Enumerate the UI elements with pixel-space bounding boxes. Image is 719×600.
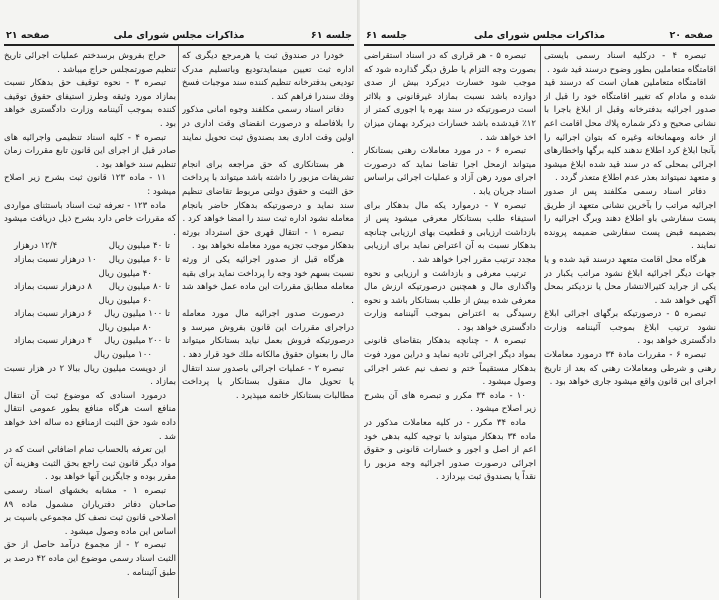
paragraph: تبصره ۱ - مشابه بخشهای اسناد رسمی صاحبان دفاتر دفتریاران مشمول ماده ۸۹ اصلاحی قانون ثبت نصف کل مجموعی باسپت بر اساس این ماده وصول میشود .	[4, 486, 176, 537]
column-divider	[178, 46, 179, 598]
paragraph: تبصره ۸ - چنانچه بدهکار بتقاضای قانونی بمواد دیگر اجرائی تادیه نماید و دراین مورد فوت بدهکار مستقیماً ختم و نصف نیم عشر اجرائی وصول میشود .	[364, 336, 536, 388]
fee-table-row	[4, 335, 176, 349]
page-header	[4, 30, 354, 46]
fee-range: تا ۱۰۰ میلیون ریال	[104, 309, 170, 320]
fee-rate: ۱۰ درهزار نسبت بمازاد	[14, 254, 97, 265]
paragraph: از دویست میلیون ریال ببالا ۲ در هزار نسبت بمازاد .	[4, 363, 176, 388]
fee-range: ۶۰ میلیون ریال	[98, 295, 152, 306]
fee-range: تا ۴۰ میلیون ریال	[108, 241, 170, 252]
column-divider	[540, 46, 541, 598]
paragraph: ۱۱ - ماده ۱۲۳ قانون ثبت بشرح زیر اصلاح میشود :	[4, 173, 176, 197]
fee-table-row	[4, 281, 176, 295]
paragraph: دفاتر اسناد رسمی مکلفند پس از صدور اجرائیه مراتب را بآخرین نشانی متعهد از طریق پست سفارشی باو اطلاع دهند وبرگ اجرائیه را بضمیمه قبض پست سفارشی ضمیمه پرونده نمایند .	[544, 186, 716, 252]
fee-range: ۸۰ میلیون ریال	[98, 322, 152, 333]
paragraph: ماده ۱۲۳ - تعرفه ثبت اسناد باستثنای مواردی که مقررات خاص دارد بشرح ذیل دریافت میشود .	[4, 200, 176, 238]
paragraph: تبصره ۴ - درکلیه اسناد رسمی بایستی اقامتگاه متعاملین بطور وضوح درسند قید شود .	[544, 51, 716, 75]
fee-table-row	[4, 268, 176, 282]
paragraph: ماده ۳۴ مکرر - در کلیه معاملات مذکور در ماده ۳۴ بدهکار میتواند با توجیه کلیه بدهی خود اعم از اصل و اجور و خسارات قانونی و حقوق اجرائی درصورت صدور اجرائیه وجه مزبور را نقداً یا بصندوق ثبت بپردازد .	[364, 418, 536, 483]
session-number: جلسه ۶۱	[310, 30, 352, 41]
paragraph: تبصره ۲ - از مجموع درآمد حاصل از حق الثبت اسناد رسمی موضوع این ماده ۴۲ درصد بر طبق آئیننامه .	[4, 540, 176, 578]
paragraph: ۱۰ - ماده ۳۴ مکرر و تبصره های آن بشرح زیر اصلاح میشود .	[364, 390, 536, 415]
fee-table-row	[4, 254, 176, 268]
right-page	[360, 0, 719, 600]
publication-title: مذاکرات مجلس شورای ملی	[474, 30, 605, 41]
fee-range: ۴۰ میلیون ریال	[98, 268, 152, 279]
text-column	[364, 50, 536, 598]
left-page	[0, 0, 358, 600]
paragraph: حراج بفروش برسدختم عملیات اجرائی تاریخ تنظیم صورتمجلس حراج میباشد .	[4, 51, 176, 75]
fee-table-row	[4, 322, 176, 336]
fee-table	[4, 240, 176, 362]
paragraph: ترتیب معرفی و بازداشت و ارزیابی و نحوه واگذاری مال و همچنین درصورتیکه ارزش مال معرفی شده بیش از طلب بستانکار باشد و نحوه رسیدگی به اعتراض بموجب آئیننامه وزارت دادگستری خواهد بود .	[364, 268, 536, 333]
page-number: صفحه ۲۰	[669, 30, 713, 41]
fee-range: تا ۶۰ میلیون ریال	[108, 254, 170, 265]
fee-range: ۱۰۰ میلیون ریال	[93, 350, 152, 361]
paragraph: هرگاه محل اقامت متعهد درسند قید شده و یا جهات دیگر اجرائیه ابلاغ نشود مراتب یکبار در یکی از جراید کثیرالانتشار محل یا نزدیکتر بمحل آگهی خواهد شد .	[544, 254, 716, 306]
fee-table-row	[4, 240, 176, 254]
paragraph: تبصره ۶ - مقررات مادة ۳۴ درمورد معاملات رهنی و شرطی ومعاملات رهنی که بعد از تاریخ اجرای این قانون واقع میشود جاری خواهد بود .	[544, 350, 716, 388]
paragraph: هرگاه قبل از صدور اجرائیه یکی از ورثه نسبت بسهم خود وجه را پرداخت نماید برای بقیه معامله مطابق مقررات این ماده عمل خواهد شد .	[182, 254, 354, 306]
paragraph: تبصره ۳ - نحوه توقیف حق بدهکار نسبت بمازاد مورد وثیقه وطرز استیفای حقوق توقیف کننده بموجب آئیننامه وزارت دادگستری خواهد بود .	[4, 78, 176, 129]
paragraph: تبصره ۴ - کلیه اسناد تنظیمی واجرائیه های صادر قبل از اجرای این قانون تابع مقررات زمان تنظیم سند خواهد بود .	[4, 132, 176, 170]
paragraph: تبصره ۲ - عملیات اجرائی باصدور سند انتقال یا تحویل مال منقول بستانکار یا پرداخت مطالبات بستانکار خاتمه میپذیرد .	[182, 363, 354, 401]
paragraph: خودرا در صندوق ثبت یا هرمرجع دیگری که اداره ثبت تعیین مینمایدتودیع وباتسلیم مدرک تودیعی بدفترخانه تنظیم کننده سند موجبات فسخ وفك سندرا فراهم کند .	[182, 51, 354, 102]
fee-range: تا ۸۰ میلیون ریال	[108, 282, 170, 293]
paragraph: درمورد اسنادی که موضوع ثبت آن انتقال منافع است هرگاه منافع بطور عمومی انتقال داده شود حق الثبت ازمنافع ده ساله اخذ خواهد شد .	[4, 390, 176, 442]
paragraph: تبصره ۱ - انتقال قهری حق استرداد بورثه بدهکار موجب تجزیه مورد معامله نخواهد بود .	[182, 227, 354, 252]
fee-table-row	[4, 295, 176, 309]
text-column	[544, 50, 716, 598]
paragraph: درصورت صدور اجرائیه مال مورد معامله دراجرای مقررات این قانون بفروش میرسد و درصورتیکه فروش بعمل نیاید بستانکار میتواند مال را بعنوان حقوق مالکانه ملك خود قرار دهد .	[182, 309, 354, 361]
fee-range: تا ۲۰۰ میلیون ریال	[104, 336, 170, 347]
fee-table-row	[4, 308, 176, 322]
page-header	[364, 30, 715, 46]
text-column	[182, 50, 354, 598]
fee-rate: ۱۲/۴ درهزار	[14, 241, 58, 252]
fee-rate: ۸ درهزار نسبت بمازاد	[14, 282, 93, 293]
paragraph: این تعرفه بالحساب تمام اضافاتی است که در مواد دیگر قانون ثبت راجع بحق الثبت وهزینه آن مقرر بوده و جایگزین آنها خواهد بود .	[4, 445, 176, 483]
paragraph: تبصره ۵ - هر قراری که در اسناد استقراضی بصورت وجه التزام یا طرق دیگر گذارده شود که موجب شود خسارت دیرکرد بیش از صدی دوازده باشد نسبت بمازاد غیرقانونی و بلااثر است درصورتیکه در سند بهره یا اجوری کمتر از ۱۲٪ قیدشده باشد خسارات دیرکرد بهمان میزان اخذ خواهد شد .	[364, 51, 536, 143]
paragraph: تبصره ۵ - درصورتیکه برگهای اجرائی ابلاغ نشود ترتیب ابلاغ بموجب آئیننامه وزارت دادگستری خواهد بود .	[544, 309, 716, 347]
publication-title: مذاکرات مجلس شورای ملی	[113, 30, 245, 41]
page-number: صفحه ۲۱	[6, 30, 50, 41]
fee-rate: ۶ درهزار نسبت بمازاد	[14, 309, 93, 320]
text-column	[4, 50, 176, 598]
paragraph: هر بستانکاری که حق مراجعه برای انجام تشریفات مزبور را داشته باشد میتواند با پرداخت حق الثبت و حقوق دولتی مربوط تقاضای تنظیم سند نماید و درصورتیکه بدهکار حاضر بانجام معامله نشود اداره ثبت سند را امضا خواهد کرد .	[182, 159, 354, 225]
paragraph: اقامتگاه متعاملین همان است که درسند قید شده و مادام که تغییر اقامتگاه خود را قبل از صدور اجرائیه بدفترخانه وقبل از ابلاغ باجرا با نشانی صحیح و ذکر شماره پلاك محل اقامت اعم از خانه ومهمانخانه وغیره که بتوان اجرائیه را بآنجا ابلاغ کرد اطلاع ندهند کلیه برگها واخطارهای اجرائی بمحلی که در سند قید شده ابلاغ میشود و متعهد نمیتواند بعذر عدم اطلاع متعذر گردد .	[544, 78, 716, 184]
paragraph: دفاتر اسناد رسمی مکلفند وجوه امانی مذکور را بلافاصله و درصورت انقضای وقت اداری در اولین وقت اداری بعد بصندوق ثبت تحویل نمایند .	[182, 105, 354, 157]
paragraph: تبصره ۶ - در مورد معاملات رهنی بستانکار میتواند ازمحل اجرا تقاضا نماید که درصورت اجرای مورد رهن آزاد و عملیات اجرائی براساس اسناد جریان یابد .	[364, 146, 536, 197]
session-number: جلسه ۶۱	[366, 30, 408, 41]
fee-rate: ۴ درهزار نسبت بمازاد	[14, 336, 93, 347]
fee-table-row	[4, 349, 176, 363]
paragraph: تبصره ۷ - درموارد یکه مال بدهکار برای استیفاء طلب بستانکار معرفی میشود پس از بازداشت ارزیابی و قطعیت بهای ارزیابی چنانچه بدهکار نسبت به آن اعتراض نماید برای ارزیابی مجدد ترتیب مقرر اجرا خواهد شد .	[364, 200, 536, 265]
